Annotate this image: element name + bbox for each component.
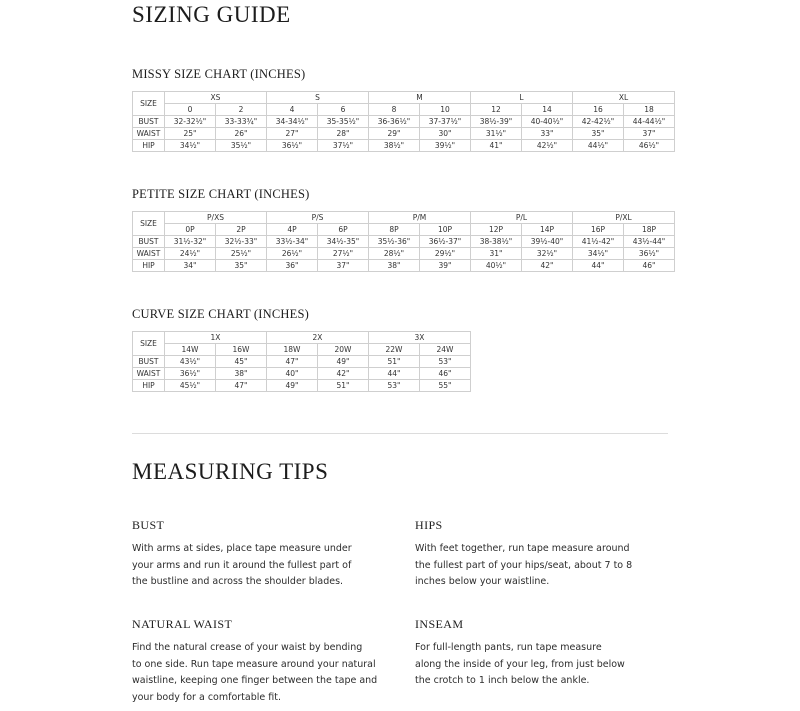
value-cell: 37½" — [318, 140, 369, 152]
value-cell: 35-35½" — [318, 116, 369, 128]
table-row — [133, 212, 675, 224]
value-cell: 51" — [369, 356, 420, 368]
value-cell: 31½-32" — [165, 236, 216, 248]
value-cell: 36½-37" — [420, 236, 471, 248]
size-cell: 0P — [165, 224, 216, 236]
value-cell: 33-33¾" — [216, 116, 267, 128]
row-label-hip: HIP — [133, 140, 165, 152]
value-cell: 32½-33" — [216, 236, 267, 248]
value-cell: 43½-44" — [624, 236, 675, 248]
row-label-hip: HIP — [133, 260, 165, 272]
table-row — [133, 356, 471, 368]
size-cell: 22W — [369, 344, 420, 356]
row-label-waist: WAIST — [133, 248, 165, 260]
size-cell: 18P — [624, 224, 675, 236]
size-group: 3X — [369, 332, 471, 344]
size-group: M — [369, 92, 471, 104]
value-cell: 39½-40" — [522, 236, 573, 248]
value-cell: 34½" — [573, 248, 624, 260]
table-row — [133, 140, 675, 152]
value-cell: 51" — [318, 380, 369, 392]
tip-title-bust: BUST — [132, 518, 165, 532]
size-cell: 14P — [522, 224, 573, 236]
value-cell: 35½" — [216, 140, 267, 152]
value-cell: 34½" — [165, 140, 216, 152]
size-cell: 12P — [471, 224, 522, 236]
tip-title-hips: HIPS — [415, 518, 443, 532]
value-cell: 38½" — [369, 140, 420, 152]
value-cell: 36½" — [267, 140, 318, 152]
value-cell: 37" — [318, 260, 369, 272]
size-cell: 6P — [318, 224, 369, 236]
table-row — [133, 332, 471, 344]
petite-size-table — [132, 211, 675, 272]
tip-line: For full-length pants, run tape measure — [415, 642, 602, 653]
value-cell: 29" — [369, 128, 420, 140]
value-cell: 26" — [216, 128, 267, 140]
tip-line: to one side. Run tape measure around your natural — [132, 658, 376, 670]
size-cell: 2P — [216, 224, 267, 236]
tip-body-inseam — [415, 640, 665, 690]
tip-body-bust — [132, 541, 382, 591]
value-cell: 44" — [573, 260, 624, 272]
value-cell: 34-34½" — [267, 116, 318, 128]
value-cell: 29½" — [420, 248, 471, 260]
table-row — [133, 104, 675, 116]
value-cell: 49" — [318, 356, 369, 368]
value-cell: 44½" — [573, 140, 624, 152]
value-cell: 34" — [165, 260, 216, 272]
tip-line: along the inside of your leg, from just below — [415, 658, 625, 670]
table-row — [133, 248, 675, 260]
size-header: SIZE — [133, 332, 165, 356]
value-cell: 42-42½" — [573, 116, 624, 128]
tip-body-natural-waist — [132, 640, 392, 706]
measuring-tips-title: MEASURING TIPS — [132, 459, 329, 484]
size-group: P/L — [471, 212, 573, 224]
size-cell: 20W — [318, 344, 369, 356]
value-cell: 38" — [369, 260, 420, 272]
size-cell: 6 — [318, 104, 369, 116]
value-cell: 35" — [216, 260, 267, 272]
value-cell: 38½-39" — [471, 116, 522, 128]
tip-line: the crotch to 1 inch below the ankle. — [415, 675, 590, 686]
value-cell: 45½" — [165, 380, 216, 392]
value-cell: 53" — [369, 380, 420, 392]
size-cell: 4 — [267, 104, 318, 116]
table-row — [133, 344, 471, 356]
value-cell: 40" — [267, 368, 318, 380]
size-group: L — [471, 92, 573, 104]
row-label-bust: BUST — [133, 116, 165, 128]
value-cell: 45" — [216, 356, 267, 368]
value-cell: 40-40½" — [522, 116, 573, 128]
size-group: 2X — [267, 332, 369, 344]
petite-chart-title: PETITE SIZE CHART (INCHES) — [132, 187, 310, 201]
size-header: SIZE — [133, 92, 165, 116]
table-row — [133, 260, 675, 272]
value-cell: 36½" — [165, 368, 216, 380]
value-cell: 53" — [420, 356, 471, 368]
missy-size-table — [132, 91, 675, 152]
value-cell: 44" — [369, 368, 420, 380]
value-cell: 49" — [267, 380, 318, 392]
table-row — [133, 380, 471, 392]
table-row — [133, 236, 675, 248]
curve-chart-title: CURVE SIZE CHART (INCHES) — [132, 307, 309, 321]
value-cell: 35" — [573, 128, 624, 140]
value-cell: 27½" — [318, 248, 369, 260]
tip-line: the fullest part of your hips/seat, about 7 to 8 — [415, 559, 633, 571]
size-group: S — [267, 92, 369, 104]
size-cell: 16W — [216, 344, 267, 356]
value-cell: 31½" — [471, 128, 522, 140]
value-cell: 39" — [420, 260, 471, 272]
tip-line: your body for a comfortable fit. — [132, 691, 281, 703]
size-cell: 18W — [267, 344, 318, 356]
value-cell: 42" — [522, 260, 573, 272]
value-cell: 39½" — [420, 140, 471, 152]
value-cell: 28" — [318, 128, 369, 140]
value-cell: 55" — [420, 380, 471, 392]
tip-line: waistline, keeping one finger between the tape and — [132, 675, 378, 686]
tip-line: inches below your waistline. — [415, 576, 550, 587]
size-cell: 14W — [165, 344, 216, 356]
size-header: SIZE — [133, 212, 165, 236]
value-cell: 41" — [471, 140, 522, 152]
tip-body-hips — [415, 541, 665, 591]
size-cell: 12 — [471, 104, 522, 116]
value-cell: 32-32½" — [165, 116, 216, 128]
tip-title-natural-waist: NATURAL WAIST — [132, 617, 233, 631]
value-cell: 38" — [216, 368, 267, 380]
size-cell: 0 — [165, 104, 216, 116]
value-cell: 30" — [420, 128, 471, 140]
value-cell: 47" — [216, 380, 267, 392]
size-group: XS — [165, 92, 267, 104]
row-label-bust: BUST — [133, 236, 165, 248]
table-row — [133, 92, 675, 104]
value-cell: 44-44½" — [624, 116, 675, 128]
table-row — [133, 224, 675, 236]
tip-line: the bustline and across the shoulder blades. — [132, 576, 344, 587]
page-title: SIZING GUIDE — [132, 2, 291, 27]
row-label-bust: BUST — [133, 356, 165, 368]
value-cell: 26½" — [267, 248, 318, 260]
value-cell: 25½" — [216, 248, 267, 260]
table-row — [133, 116, 675, 128]
value-cell: 28½" — [369, 248, 420, 260]
size-cell: 4P — [267, 224, 318, 236]
size-cell: 24W — [420, 344, 471, 356]
size-cell: 2 — [216, 104, 267, 116]
value-cell: 24½" — [165, 248, 216, 260]
size-group: P/XL — [573, 212, 675, 224]
tip-line: Find the natural crease of your waist by bending — [132, 642, 363, 653]
tip-line: With feet together, run tape measure around — [415, 543, 630, 554]
value-cell: 34½-35" — [318, 236, 369, 248]
value-cell: 43½" — [165, 356, 216, 368]
value-cell: 37" — [624, 128, 675, 140]
size-cell: 16 — [573, 104, 624, 116]
value-cell: 25" — [165, 128, 216, 140]
size-group: P/M — [369, 212, 471, 224]
tip-line: With arms at sides, place tape measure under — [132, 543, 352, 554]
tip-title-inseam: INSEAM — [415, 617, 464, 631]
value-cell: 46½" — [624, 140, 675, 152]
value-cell: 46" — [420, 368, 471, 380]
table-row — [133, 368, 471, 380]
section-divider — [132, 433, 668, 434]
value-cell: 35½-36" — [369, 236, 420, 248]
row-label-waist: WAIST — [133, 128, 165, 140]
missy-chart-title: MISSY SIZE CHART (INCHES) — [132, 67, 306, 81]
size-cell: 16P — [573, 224, 624, 236]
size-group: XL — [573, 92, 675, 104]
curve-size-table — [132, 331, 471, 392]
row-label-waist: WAIST — [133, 368, 165, 380]
tip-line: your arms and run it around the fullest part of — [132, 559, 352, 571]
table-row — [133, 128, 675, 140]
size-cell: 10P — [420, 224, 471, 236]
value-cell: 32½" — [522, 248, 573, 260]
value-cell: 36-36½" — [369, 116, 420, 128]
size-group: P/S — [267, 212, 369, 224]
value-cell: 41½-42" — [573, 236, 624, 248]
size-group: P/XS — [165, 212, 267, 224]
size-group: 1X — [165, 332, 267, 344]
value-cell: 27" — [267, 128, 318, 140]
size-cell: 10 — [420, 104, 471, 116]
value-cell: 40½" — [471, 260, 522, 272]
value-cell: 47" — [267, 356, 318, 368]
value-cell: 46" — [624, 260, 675, 272]
value-cell: 42½" — [522, 140, 573, 152]
value-cell: 38-38½" — [471, 236, 522, 248]
value-cell: 36½" — [624, 248, 675, 260]
value-cell: 42" — [318, 368, 369, 380]
size-cell: 18 — [624, 104, 675, 116]
value-cell: 33½-34" — [267, 236, 318, 248]
size-cell: 14 — [522, 104, 573, 116]
value-cell: 31" — [471, 248, 522, 260]
value-cell: 36" — [267, 260, 318, 272]
row-label-hip: HIP — [133, 380, 165, 392]
size-cell: 8 — [369, 104, 420, 116]
value-cell: 37-37½" — [420, 116, 471, 128]
size-cell: 8P — [369, 224, 420, 236]
value-cell: 33" — [522, 128, 573, 140]
